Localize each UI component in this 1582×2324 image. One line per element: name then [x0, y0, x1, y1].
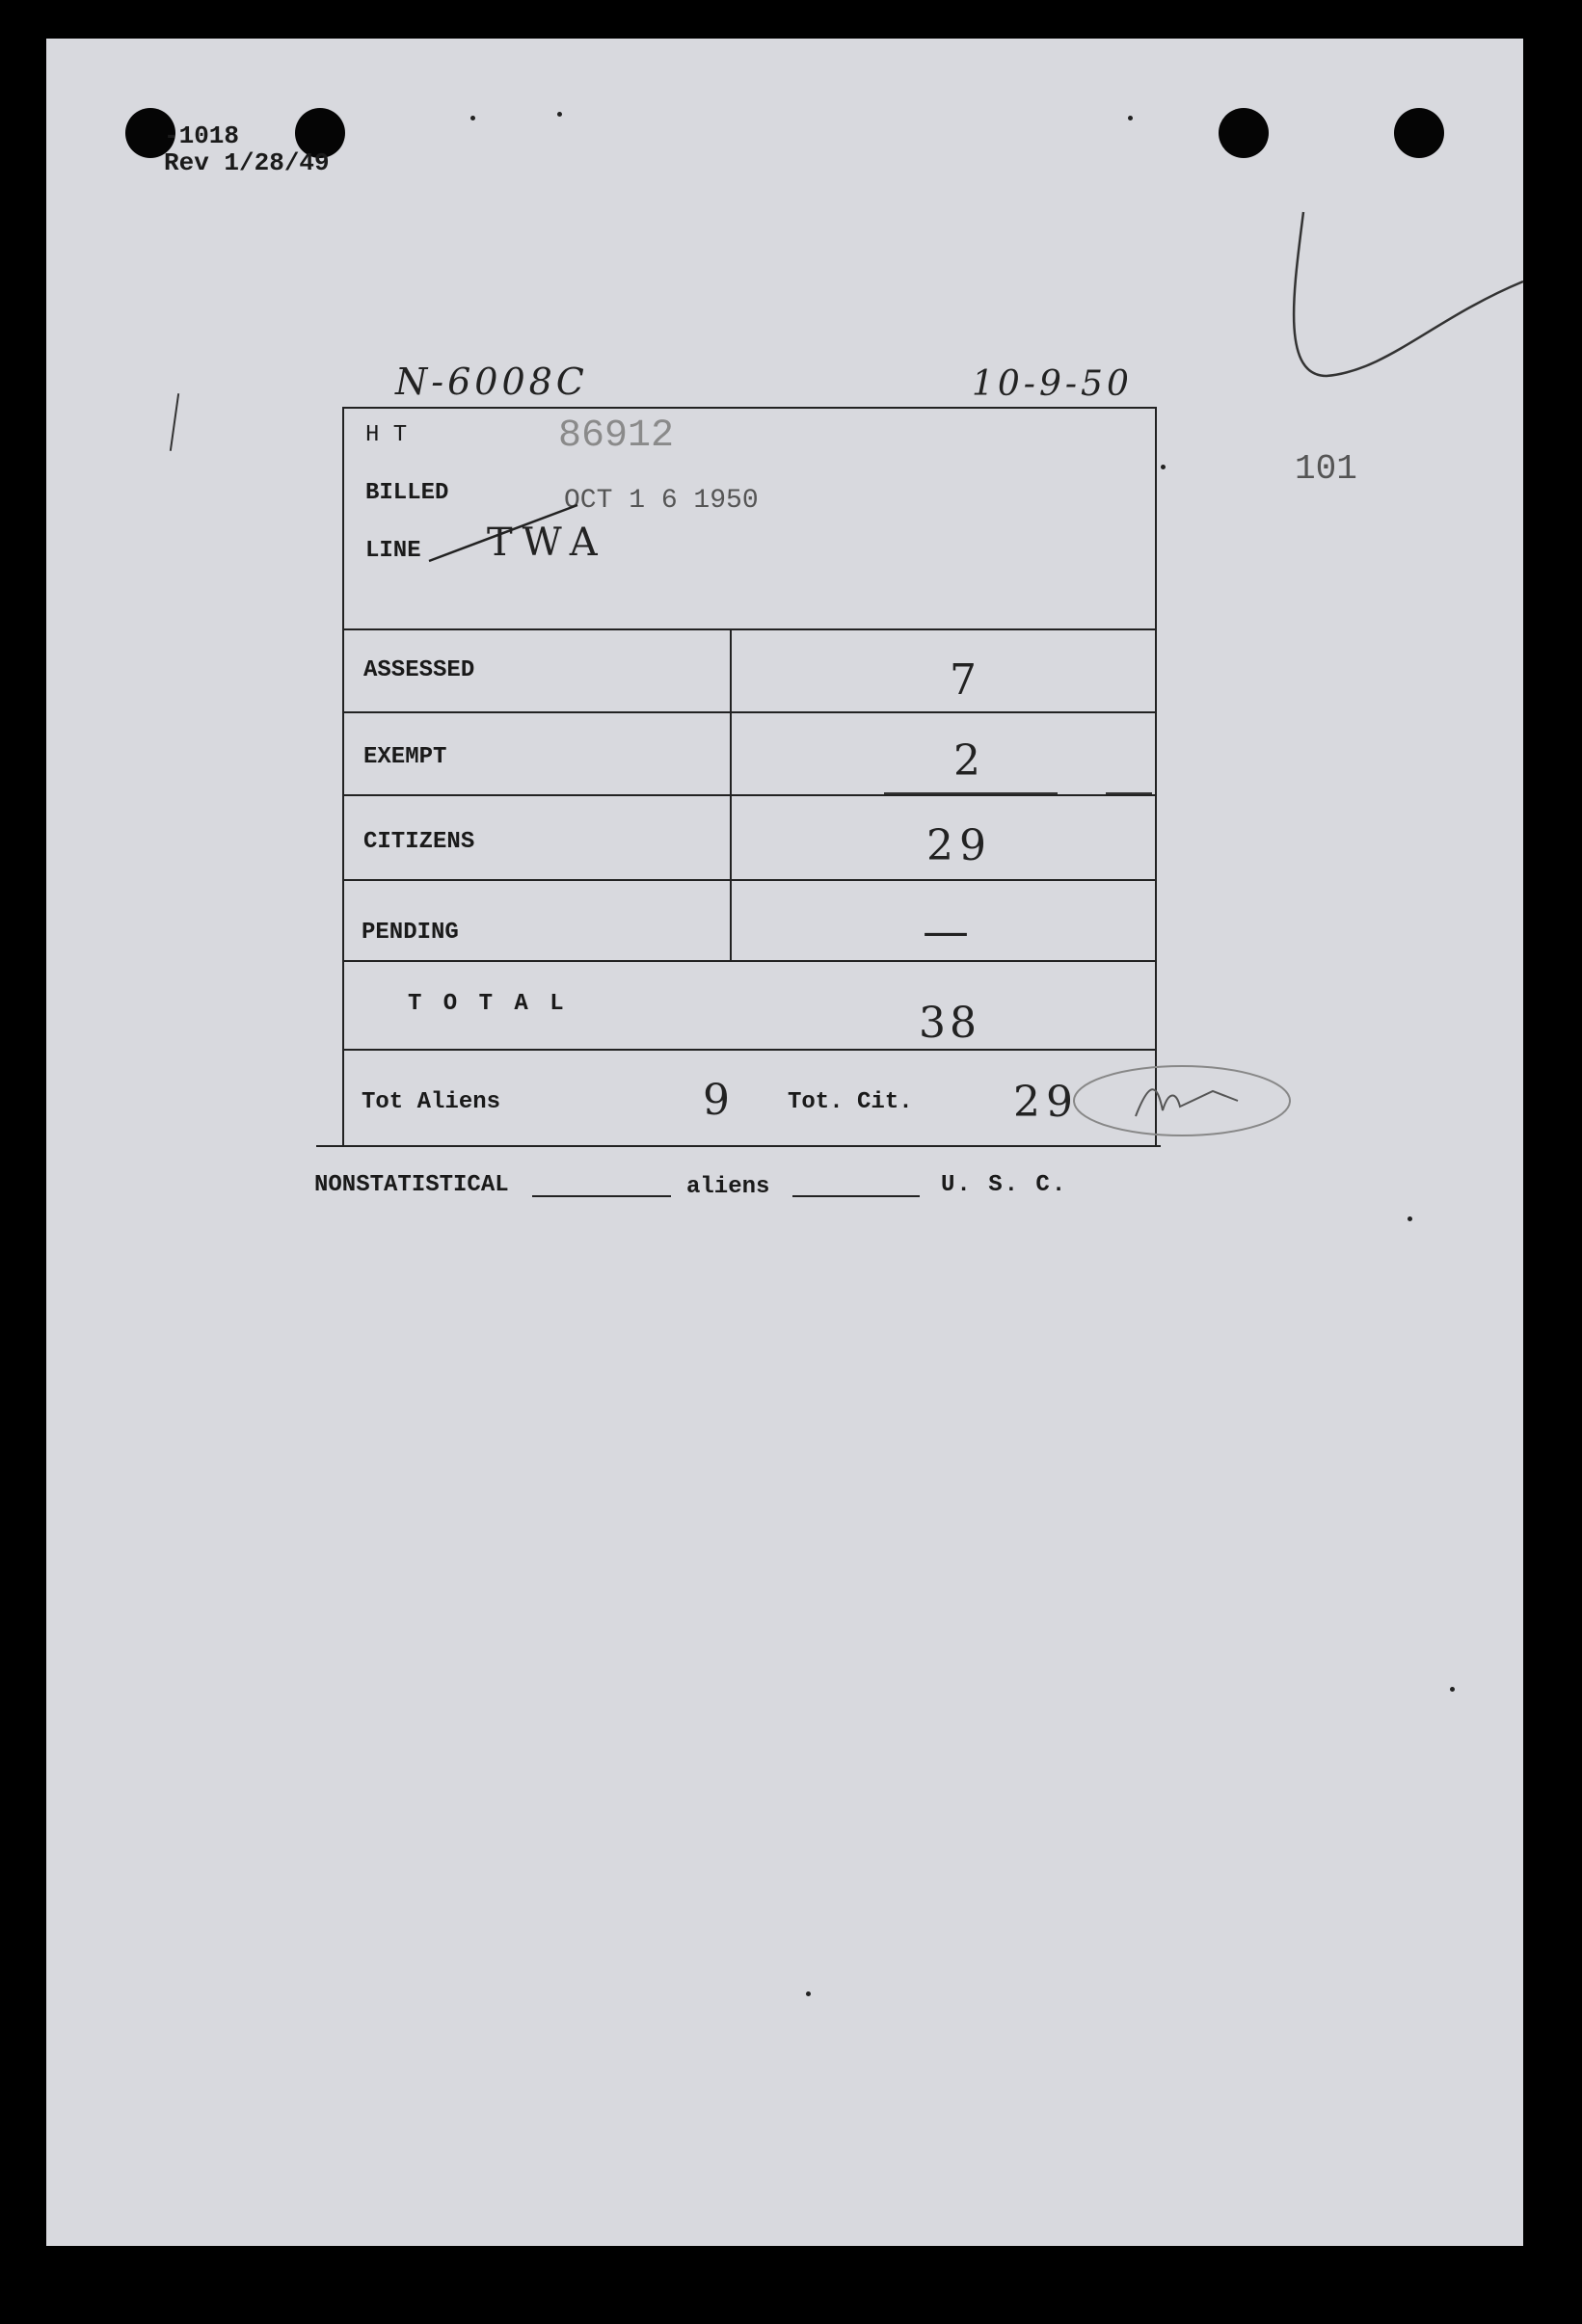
ht-number: 86912 [558, 414, 675, 458]
usc-label: U. S. C. [941, 1172, 1068, 1198]
pending-value: — [923, 904, 969, 958]
tot-cit-label: Tot. Cit. [788, 1089, 913, 1115]
aliens-blank [792, 1195, 920, 1197]
form-base-line [316, 1145, 1161, 1147]
assessment-form [342, 407, 1157, 1147]
tot-aliens-value: 9 [703, 1076, 730, 1125]
total-value: 38 [919, 999, 980, 1048]
line-label: LINE [365, 538, 421, 564]
exempt-underline [884, 792, 1058, 794]
row-divider-total [344, 960, 1155, 962]
total-label: T O T A L [408, 991, 568, 1017]
row-divider-citizens [344, 794, 1155, 796]
scan-speck [806, 1991, 811, 1996]
row-divider-summary [344, 1049, 1155, 1051]
nonstatistical-blank [532, 1195, 671, 1197]
exempt-value: 2 [953, 736, 980, 786]
document-page [46, 39, 1523, 2246]
flight-number: N-6008C [395, 361, 588, 403]
row-divider-exempt [344, 711, 1155, 713]
scan-speck [557, 112, 562, 117]
billed-date-stamp: OCT 1 6 1950 [564, 486, 759, 516]
row-divider-pending [344, 879, 1155, 881]
scan-speck [1128, 116, 1133, 120]
exempt-label: EXEMPT [363, 744, 447, 770]
tot-cit-value: 29 [1013, 1078, 1079, 1127]
column-divider [730, 628, 732, 960]
assessed-label: ASSESSED [363, 657, 475, 683]
assessed-value: 7 [950, 655, 977, 705]
punch-hole-right-1 [1219, 108, 1269, 158]
initials-oval [1068, 1053, 1300, 1149]
date-handwritten: 10-9-50 [972, 364, 1133, 404]
billed-label: BILLED [365, 480, 449, 506]
margin-tick [170, 393, 179, 451]
page-number-stamp: 101 [1295, 449, 1357, 489]
check-mark [1222, 174, 1531, 424]
row-divider-assessed [344, 628, 1155, 630]
form-number: -1018 [164, 121, 240, 150]
aliens-label: aliens [686, 1174, 770, 1200]
scan-speck [1450, 1687, 1455, 1692]
nonstatistical-label: NONSTATISTICAL [314, 1172, 509, 1198]
ht-label: H T [365, 422, 408, 448]
line-value: TWA [487, 521, 607, 565]
pending-label: PENDING [362, 920, 459, 946]
scan-speck [470, 116, 475, 120]
punch-hole-right-2 [1394, 108, 1444, 158]
scan-speck [1161, 465, 1166, 469]
exempt-underline-2 [1106, 792, 1152, 794]
citizens-value: 29 [926, 821, 992, 870]
form-revision: Rev 1/28/49 [164, 148, 330, 177]
scan-speck [1408, 1216, 1412, 1221]
tot-aliens-label: Tot Aliens [362, 1089, 501, 1115]
citizens-label: CITIZENS [363, 829, 475, 855]
